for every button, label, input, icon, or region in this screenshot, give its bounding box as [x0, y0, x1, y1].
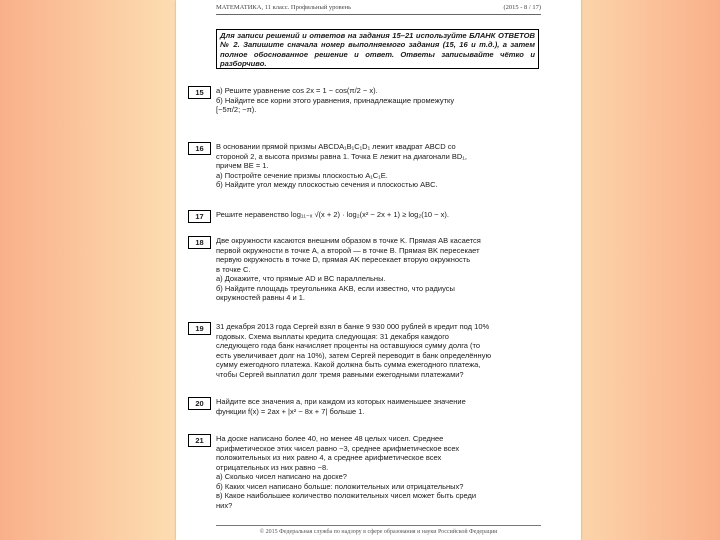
page-footer: © 2015 Федеральная служба по надзору в сфере образования и науки Российской Федерации [259, 529, 498, 535]
instructions-box: Для записи решений и ответов на задания 15–21 используйте БЛАНК ОТВЕТОВ № 2. Запишите сначала номер выполняемого задания (15, 16 и т.д.), а затем полное обоснованное решение и ответ. Ответы записывайте чётко и разборчиво. [216, 29, 539, 69]
task-number-box: 16 [188, 142, 211, 155]
task-text-line: причем BE = 1. [216, 161, 269, 170]
task-text-line: Две окружности касаются внешним образом в точке K. Прямая AB касается [216, 236, 481, 245]
task-text-line: чтобы Сергей выплатил долг тремя равными ежегодными платежами? [216, 369, 464, 379]
task-number-box: 18 [188, 236, 211, 249]
task-text-line: б) Найдите все корни этого уравнения, принадлежащие промежутку [216, 95, 455, 105]
task-number-box: 21 [188, 434, 211, 447]
task-text-line: а) Докажите, что прямые AD и BC параллельны. [216, 274, 386, 283]
task-text-line: а) Решите уравнение cos 2x = 1 − cos(π/2 − x). [216, 86, 378, 95]
task-text-line: отрицательных из них равно −8. [216, 462, 329, 472]
task-text-line: есть увеличивает долг на 10%), затем Сергей переводит в банк определённую [216, 350, 492, 360]
task-text-line: них? [216, 500, 233, 510]
task-text-line: Решите неравенство log₁₁₋ₓ √(x + 2) · log₂(x² − 2x + 1) ≥ log₂(10 − x). [216, 210, 449, 219]
page-header [216, 4, 541, 11]
task-text-line: положительных из них равно 4, а среднее арифметическое всех [216, 453, 442, 462]
task-text-line: б) Найдите площадь треугольника AKB, если известно, что радиусы [216, 283, 455, 293]
task-text-line: окружностей равны 4 и 1. [216, 293, 305, 302]
task-text-line: а) Постройте сечение призмы плоскостью A₁C₁E. [216, 170, 388, 180]
task-text-line: Найдите все значения a, при каждом из которых наименьшее значение [216, 397, 466, 406]
task-number-box: 15 [188, 86, 211, 99]
task-text-line: функции f(x) = 2ax + |x² − 8x + 7| больше 1. [216, 406, 365, 416]
task-text-line: а) Сколько чисел написано на доске? [216, 472, 347, 481]
footer-divider [216, 525, 541, 526]
task-number-box: 17 [188, 210, 211, 223]
task-text-line: в точке C. [216, 264, 251, 274]
task-text-line: годовых. Схема выплаты кредита следующая: 31 декабря каждого [216, 331, 449, 341]
task-text-line: стороной 2, а высота призмы равна 1. Точка E лежит на диагонали BD₁, [216, 151, 467, 161]
task-text-line: 31 декабря 2013 года Сергей взял в банке 9 930 000 рублей в кредит под 10% [216, 322, 490, 331]
exam-page [176, 0, 581, 540]
task-text-line: В основании прямой призмы ABCDA₁B₁C₁D₁ лежит квадрат ABCD со [216, 142, 456, 151]
task-text-line: б) Найдите угол между плоскостью сечения и плоскостью ABC. [216, 180, 438, 189]
task-text-line: в) Какое наибольшее количество положительных чисел может быть среди [216, 491, 477, 500]
task-number-box: 19 [188, 322, 211, 335]
task-text-line: первую окружность в точке D, прямая AK пересекает вторую окружность [216, 255, 471, 264]
task-text-line: первой окружности в точке A, а второй — в точке B. Прямая BK пересекает [216, 245, 480, 255]
task-text-line: следующего года банк начисляет проценты на оставшуюся сумму долга (то [216, 341, 481, 350]
header-divider [216, 14, 541, 15]
task-text-line: б) Каких чисел написано больше: положительных или отрицательных? [216, 481, 464, 491]
task-text-line: арифметическое этих чисел равно −3, среднее арифметическое всех [216, 443, 460, 453]
task-text-line: [−5π/2; −π). [216, 105, 257, 114]
task-text-line: сумму ежегодного платежа. Какой должна быть сумма ежегодного платежа, [216, 360, 481, 369]
task-text-line: На доске написано более 40, но менее 48 целых чисел. Среднее [216, 434, 444, 443]
header-subject: МАТЕМАТИКА, 11 класс. Профильный уровень [216, 4, 352, 11]
task-number-box: 20 [188, 397, 211, 410]
header-code: (2015 - 8 / 17) [503, 4, 541, 11]
